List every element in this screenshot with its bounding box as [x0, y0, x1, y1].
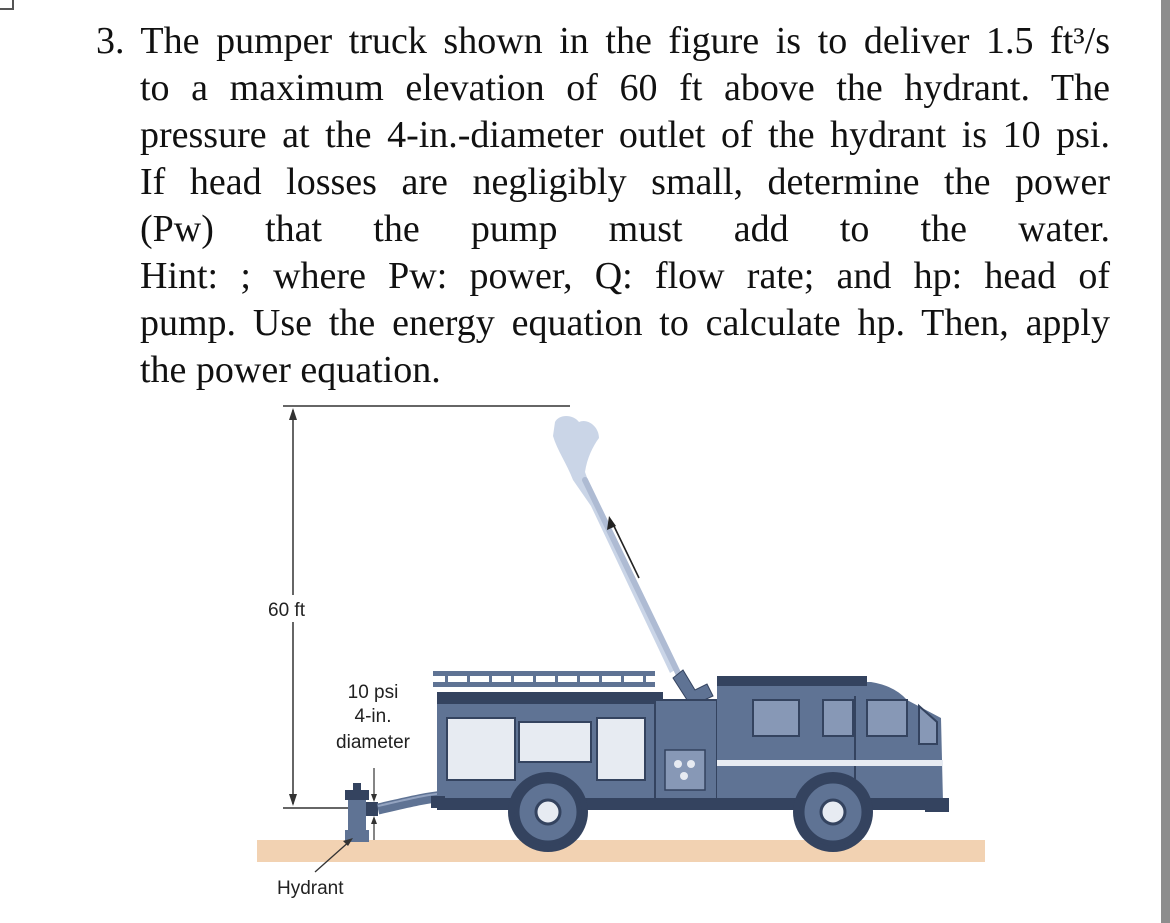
compartment-1: [447, 718, 515, 780]
elevation-arrow-down: [289, 794, 297, 806]
hydrant-top: [353, 783, 361, 791]
pump-control-box: [665, 750, 705, 790]
hydrant-outlet: [366, 802, 378, 816]
pumper-truck-illustration: [255, 400, 990, 910]
ladder-rungs: [445, 675, 646, 683]
problem-statement: [96, 18, 1110, 394]
outlet-arrowhead-down: [371, 794, 377, 802]
hydrant-label: Hydrant: [277, 878, 344, 899]
pumper-truck-figure: [255, 400, 990, 910]
diameter-label-line-1: 4-in.: [354, 706, 392, 727]
problem-line-1: 3. The pumper truck shown in the figure is to deliver 1.5 ft³/s: [96, 20, 1110, 62]
compartment-2: [519, 722, 591, 762]
elevation-arrow-up: [289, 408, 297, 420]
problem-line-8: the power equation.: [140, 349, 441, 391]
ground: [257, 840, 985, 862]
problem-line-2: to a maximum elevation of 60 ft above the hydrant. The: [140, 67, 1110, 109]
cab-window-3: [867, 700, 907, 736]
cab-stripe: [717, 760, 943, 766]
compartment-3: [597, 718, 645, 780]
hydrant-body: [348, 798, 366, 832]
cab-roof: [717, 676, 867, 686]
truck-rear-top-strip: [437, 692, 663, 704]
pressure-gauge-1: [674, 760, 682, 768]
rear-wheel-hub: [536, 800, 560, 824]
front-wheel-hub: [821, 800, 845, 824]
window-edge: [1161, 0, 1170, 923]
problem-line-5: (Pw) that the pump must add to the water.: [140, 208, 1110, 250]
pressure-gauge-3: [680, 772, 688, 780]
problem-line-7: pump. Use the energy equation to calculate hp. Then, apply: [140, 302, 1110, 344]
corner-checkbox: [0, 0, 14, 10]
pressure-label: 10 psi: [347, 682, 399, 703]
hydrant-cap: [345, 790, 369, 800]
diameter-label-line-2: diameter: [336, 732, 410, 753]
problem-line-6: Hint: ; where Pw: power, Q: flow rate; and hp: head of: [140, 255, 1110, 297]
problem-line-4: If head losses are negligibly small, determine the power: [140, 161, 1110, 203]
water-stream: [585, 480, 679, 675]
problem-line-3: pressure at the 4-in.-diameter outlet of the hydrant is 10 psi.: [140, 114, 1110, 156]
cab-window-2: [823, 700, 853, 736]
elevation-label: 60 ft: [268, 600, 305, 621]
outlet-arrowhead-up: [371, 816, 377, 824]
cab-window-1: [753, 700, 799, 736]
pressure-gauge-2: [687, 760, 695, 768]
